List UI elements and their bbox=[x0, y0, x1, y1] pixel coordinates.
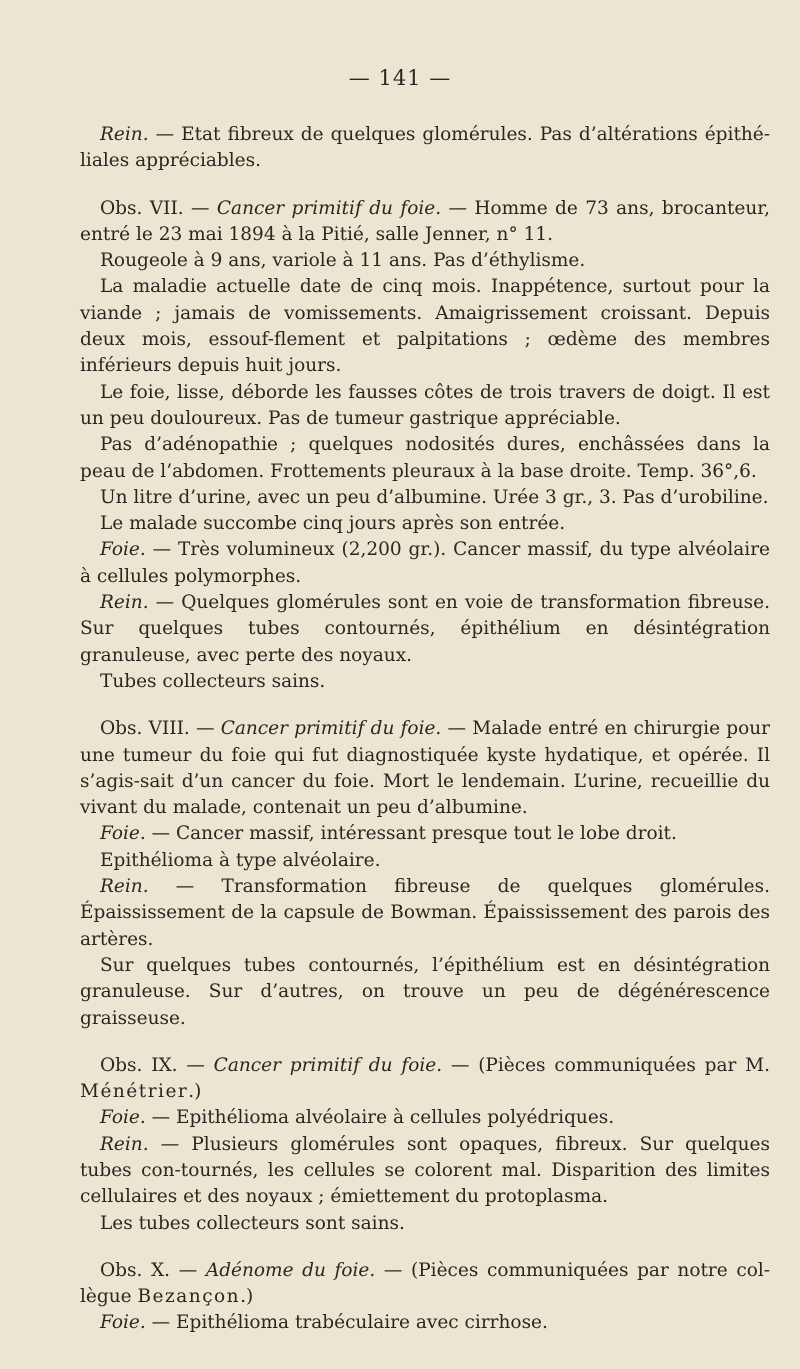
page-number: — 141 — bbox=[348, 66, 452, 90]
body-text bbox=[80, 122, 770, 1337]
paragraph bbox=[80, 485, 770, 511]
observation-title: Adénome du foie. bbox=[205, 1259, 376, 1281]
paragraph-foie-obs9 bbox=[80, 1105, 770, 1131]
paragraph bbox=[80, 432, 770, 485]
paragraph bbox=[80, 953, 770, 1032]
paragraph-text-tail: .) bbox=[240, 1286, 254, 1308]
paragraph-foie-obs8 bbox=[80, 821, 770, 847]
section-lead: Foie. bbox=[100, 823, 146, 845]
paragraph bbox=[80, 380, 770, 433]
person-name: Bezançon bbox=[137, 1286, 241, 1308]
paragraph-text: — Etat fibreux de quelques glomérules. Pas d’altérations épithé-liales appréciables. bbox=[80, 124, 770, 172]
observation-heading-viii bbox=[80, 716, 770, 821]
paragraph-text: — Homme de 73 ans, brocanteur, entré le 23 mai 1894 à la Pitié, salle Jenner, n° 11. bbox=[80, 197, 770, 245]
observation-heading-x bbox=[80, 1258, 770, 1311]
paragraph-text: — (Pièces communiquées par notre col-lègue bbox=[80, 1259, 770, 1308]
paragraph-text: Un litre d’urine, avec un peu d’albumine. Urée 3 gr., 3. Pas d’urobiline. bbox=[100, 486, 769, 508]
paragraph bbox=[80, 511, 770, 537]
paragraph bbox=[80, 274, 770, 379]
observation-label: Obs. IX. — bbox=[100, 1054, 214, 1076]
paragraph-text: La maladie actuelle date de cinq mois. Inappétence, surtout pour la viande ; jamais de vomissements. Amaigrissement croissant. Depuis deux mois, essouf-flement et palpitations ; œdème des membres inférieurs depuis huit jours. bbox=[80, 276, 770, 377]
section-lead: Foie. bbox=[100, 1107, 146, 1129]
paragraph bbox=[80, 1211, 770, 1237]
paragraph-text: Pas d’adénopathie ; quelques nodosités dures, enchâssées dans la peau de l’abdomen. Frottements pleuraux à la base droite. Temp. 36°,6. bbox=[80, 434, 770, 482]
person-name: Ménétrier bbox=[80, 1081, 189, 1103]
observation-label: Obs. X. — bbox=[100, 1259, 206, 1281]
section-lead: Rein. bbox=[100, 876, 149, 898]
paragraph-text: Tubes collecteurs sains. bbox=[100, 670, 326, 692]
observation-heading-ix bbox=[80, 1053, 770, 1106]
paragraph-text: — Epithélioma alvéolaire à cellules polyédriques. bbox=[145, 1107, 615, 1129]
paragraph-rein-obs9 bbox=[80, 1132, 770, 1211]
paragraph-text: Le foie, lisse, déborde les fausses côtes de trois travers de doigt. Il est un peu douloureux. Pas de tumeur gastrique appréciable. bbox=[80, 381, 770, 429]
paragraph-foie-obs10 bbox=[80, 1310, 770, 1336]
paragraph-rein-obs7 bbox=[80, 590, 770, 669]
paragraph-text: — (Pièces communiquées par M. bbox=[442, 1054, 770, 1076]
paragraph-rein-obs6 bbox=[80, 122, 770, 175]
section-lead: Rein. bbox=[100, 1133, 149, 1155]
section-lead: Rein. bbox=[100, 124, 149, 145]
paragraph-text: Rougeole à 9 ans, variole à 11 ans. Pas d’éthylisme. bbox=[100, 250, 586, 272]
paragraph-text: — Malade entré en chirurgie pour une tumeur du foie qui fut diagnostiquée kyste hydatique, et opérée. Il s’agis-sait d’un cancer du foie. Mort le lendemain. L’urine, recueillie du vivant du malade, contenait un peu d’albumine. bbox=[80, 718, 770, 819]
paragraph-text: — Très volumineux (2,200 gr.). Cancer massif, du type alvéolaire à cellules polymorphes. bbox=[80, 539, 770, 587]
paragraph-text: Sur quelques tubes contournés, l’épithélium est en désintégration granuleuse. Sur d’autres, on trouve un peu de dégénérescence graisseuse. bbox=[80, 954, 770, 1029]
paragraph-text: Les tubes collecteurs sont sains. bbox=[100, 1212, 405, 1234]
paragraph-text: — Epithélioma trabéculaire avec cirrhose. bbox=[145, 1312, 548, 1334]
observation-label: Obs. VIII. — bbox=[100, 718, 221, 740]
paragraph-text: — Cancer massif, intéressant presque tout le lobe droit. bbox=[145, 823, 677, 845]
observation-title: Cancer primitif du foie. bbox=[213, 1054, 443, 1076]
section-lead: Foie. bbox=[100, 1312, 146, 1334]
paragraph-text: Epithélioma à type alvéolaire. bbox=[100, 849, 381, 871]
paragraph-text: — Plusieurs glomérules sont opaques, fibreux. Sur quelques tubes con-tournés, les cellules se colorent mal. Disparition des limites cellulaires et des noyaux ; émiettement du protoplasma. bbox=[80, 1133, 770, 1208]
paragraph-text: Le malade succombe cinq jours après son entrée. bbox=[100, 513, 566, 535]
paragraph bbox=[80, 848, 770, 874]
section-lead: Rein. bbox=[100, 592, 149, 614]
paragraph bbox=[80, 248, 770, 274]
paragraph-foie-obs7 bbox=[80, 537, 770, 590]
paragraph-text: — Transformation fibreuse de quelques glomérules. Épaississement de la capsule de Bowman. Épaississement des parois des artères. bbox=[80, 876, 770, 950]
observation-title: Cancer primitif du foie. bbox=[216, 197, 442, 219]
paragraph-rein-obs8 bbox=[80, 874, 770, 953]
paragraph-text: — Quelques glomérules sont en voie de transformation fibreuse. Sur quelques tubes contournés, épithélium en désintégration granuleuse, avec perte des noyaux. bbox=[80, 592, 770, 666]
observation-label: Obs. VII. — bbox=[100, 197, 217, 219]
paragraph-text-tail: .) bbox=[188, 1081, 202, 1103]
paragraph bbox=[80, 669, 770, 695]
section-lead: Foie. bbox=[100, 539, 146, 561]
observation-heading-vii bbox=[80, 196, 770, 249]
observation-title: Cancer primitif du foie. bbox=[220, 718, 442, 740]
